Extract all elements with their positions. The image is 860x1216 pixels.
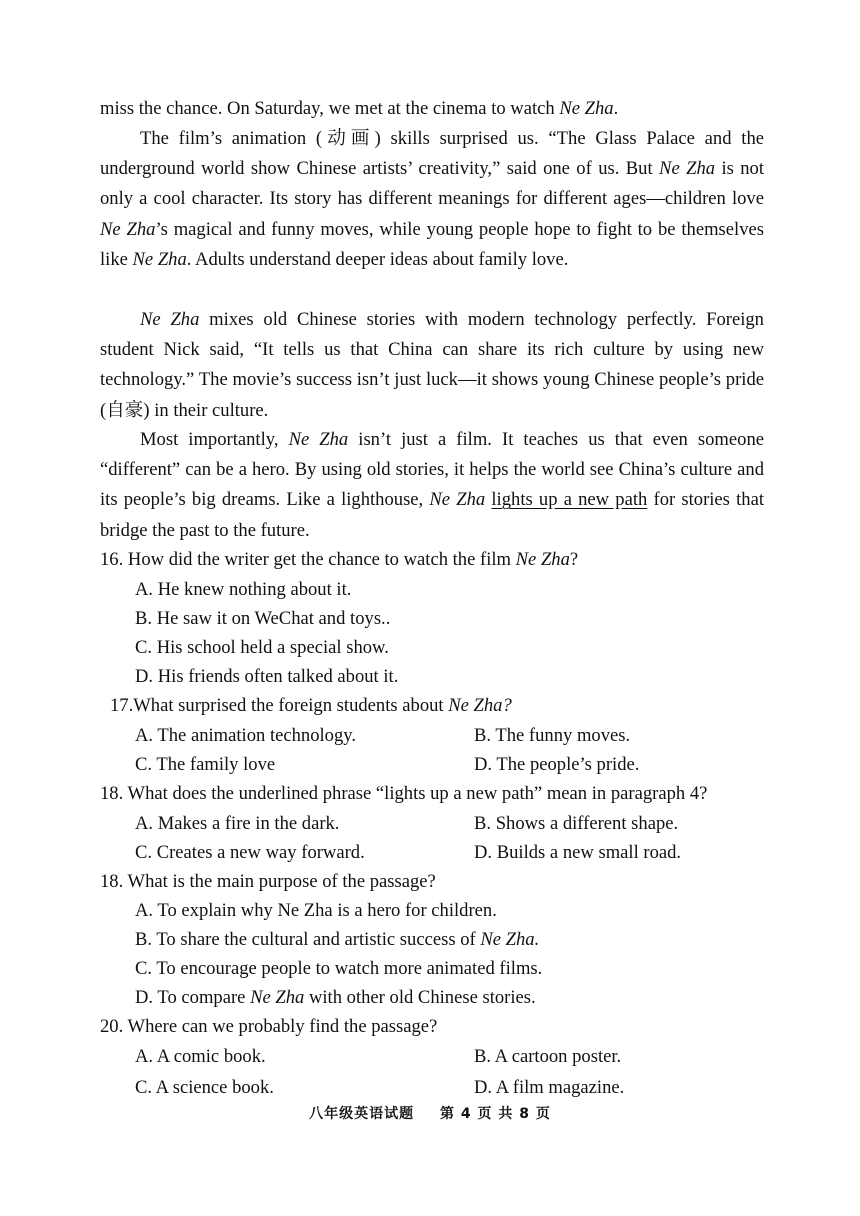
page-footer <box>0 1103 860 1123</box>
question-19-option-c: C. To encourage people to watch more animated films. <box>135 958 543 979</box>
question-18-option-d: D. Builds a new small road. <box>474 842 682 863</box>
question-20-stem: 20. Where can we probably find the passage? <box>100 1016 438 1037</box>
question-16-stem: 16. How did the writer get the chance to watch the film Ne Zha? <box>100 549 579 570</box>
question-17-option-a: A. The animation technology. <box>135 725 357 746</box>
passage-paragraph-2: The film’s animation (动画) skills surprised us. “The Glass Palace and the underground world show Chinese artists’ creativity,” said one of us. But Ne Zha is not only a cool character. Its story has different meanings for different ages—children love Ne Zha’s magical and funny moves, while young people hope to fight to be themselves like Ne Zha. Adults understand deeper ideas about family love. <box>100 128 765 270</box>
question-17-option-d: D. The people’s pride. <box>474 754 640 775</box>
question-19-option-d: D. To compare Ne Zha with other old Chinese stories. <box>135 987 536 1008</box>
question-20-option-d: D. A film magazine. <box>474 1077 625 1098</box>
question-18-option-c: C. Creates a new way forward. <box>135 842 365 863</box>
footer-subject: 八年级英语试题 <box>309 1106 415 1122</box>
question-16-option-a: A. He knew nothing about it. <box>135 579 352 600</box>
passage-line-continuation: miss the chance. On Saturday, we met at the cinema to watch Ne Zha. <box>100 98 619 119</box>
question-19-stem: 18. What is the main purpose of the passage? <box>100 871 436 892</box>
question-20-option-b: B. A cartoon poster. <box>474 1046 622 1067</box>
question-18-option-a: A. Makes a fire in the dark. <box>135 813 340 834</box>
question-19-option-b: B. To share the cultural and artistic success of Ne Zha. <box>135 929 540 950</box>
question-16-option-d: D. His friends often talked about it. <box>135 666 399 687</box>
question-19-option-a: A. To explain why Ne Zha is a hero for children. <box>135 900 497 921</box>
passage-paragraph-4: Most importantly, Ne Zha isn’t just a film. It teaches us that even someone “different” can be a hero. By using old stories, it helps the world see China’s culture and its people’s big dreams. Like a lighthouse, Ne Zha lights up a new path for stories that bridge the past to the future. <box>100 429 764 541</box>
question-17-option-c: C. The family love <box>135 754 276 775</box>
question-18-option-b: B. Shows a different shape. <box>474 813 679 834</box>
footer-page-number: 第 4 页 共 8 页 <box>440 1106 551 1122</box>
underlined-phrase: lights up a new path <box>491 489 648 511</box>
question-20-option-c: C. A science book. <box>135 1077 274 1098</box>
question-17-option-b: B. The funny moves. <box>474 725 631 746</box>
question-17-stem: 17.What surprised the foreign students about Ne Zha? <box>110 695 512 716</box>
question-20-option-a: A. A comic book. <box>135 1046 266 1067</box>
question-16-option-c: C. His school held a special show. <box>135 637 389 658</box>
question-16-option-b: B. He saw it on WeChat and toys.. <box>135 608 391 629</box>
passage-paragraph-3: Ne Zha mixes old Chinese stories with modern technology perfectly. Foreign student Nick said, “It tells us that China can share its rich culture by using new technology.” The movie’s success isn’t just luck—it shows young Chinese people’s pride (自豪) in their culture. <box>100 309 764 421</box>
question-18-stem: 18. What does the underlined phrase “lights up a new path” mean in paragraph 4? <box>100 783 708 804</box>
